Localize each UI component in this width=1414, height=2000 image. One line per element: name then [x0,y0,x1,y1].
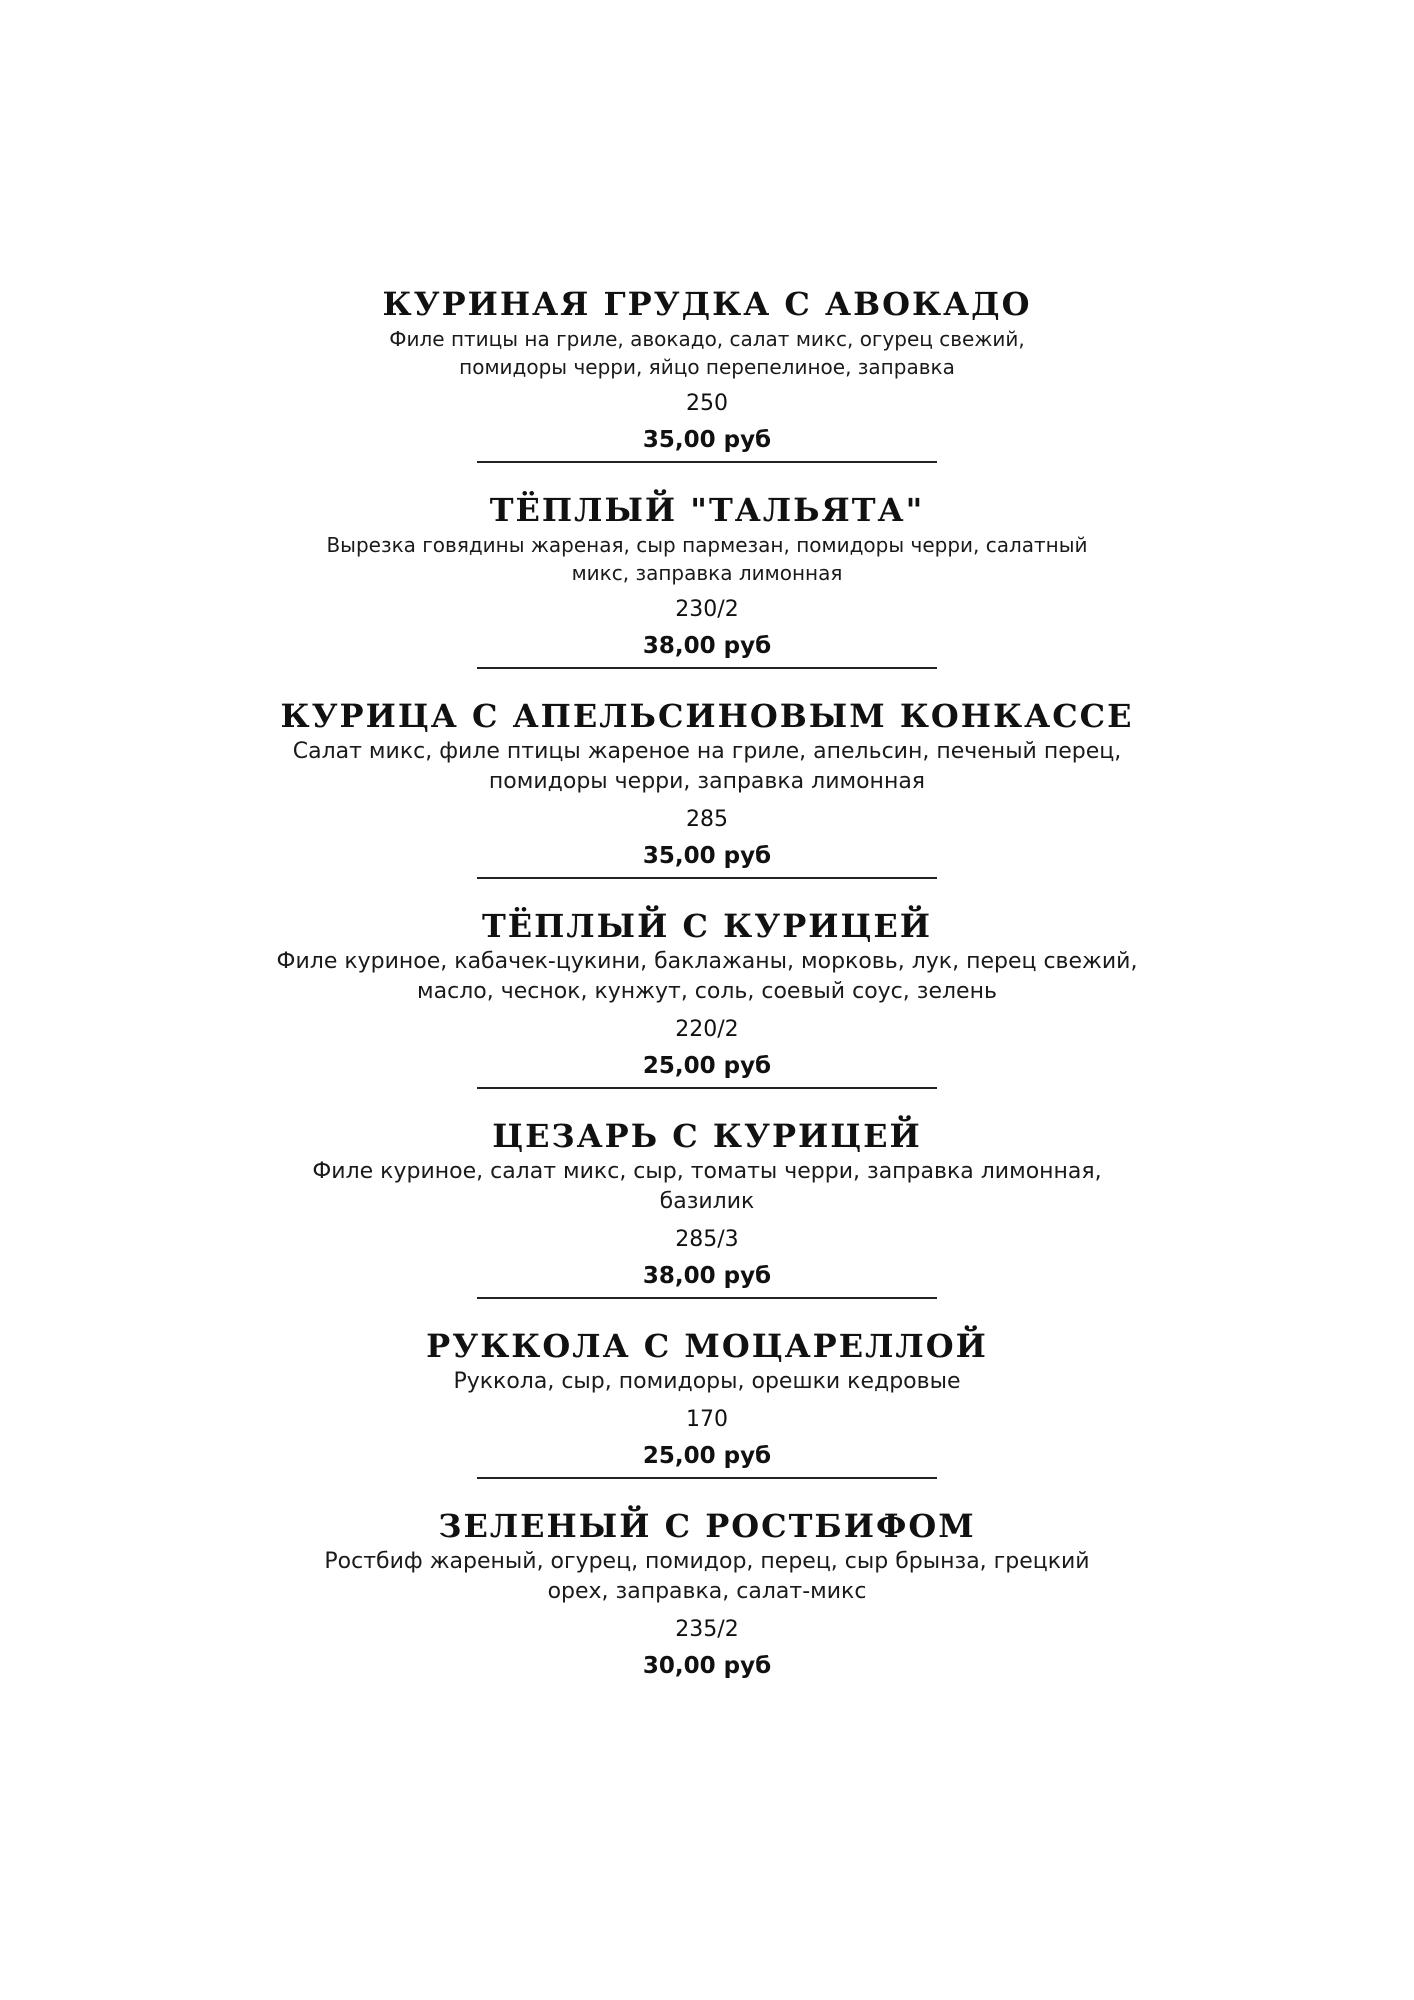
item-description [326,531,1087,587]
item-weight: 250 [685,391,728,416]
description-line: базилик [659,1189,755,1214]
item-description [277,947,1138,1007]
description-line: Филе куриное, кабачек-цукини, баклажаны, морковь, лук, перец свежий, [276,949,1138,974]
item-description [324,1547,1089,1607]
description-line: Вырезка говядины жареная, сыр пармезан, помидоры черри, салатный [326,533,1088,557]
divider [477,1087,937,1089]
menu-item [312,1115,1101,1325]
item-weight: 170 [685,1407,728,1432]
item-weight: 235/2 [675,1617,739,1642]
description-line: Филе куриное, салат микс, сыр, томаты черри, заправка лимонная, [312,1159,1102,1184]
divider [477,877,937,879]
item-weight: 220/2 [675,1017,739,1042]
item-price: 25,00 руб [642,1053,772,1079]
description-line: Ростбиф жареный, огурец, помидор, перец, сыр брынза, грецкий [324,1549,1090,1574]
item-price: 35,00 руб [642,843,772,869]
menu-item [324,1505,1089,1681]
description-line: орех, заправка, салат-микс [547,1579,867,1604]
description-line: Руккола, сыр, помидоры, орешки кедровые [453,1369,961,1394]
item-description [293,737,1122,797]
description-line: помидоры черри, заправка лимонная [488,769,926,794]
item-title: ТЁПЛЫЙ С КУРИЦЕЙ [481,907,933,945]
item-price: 30,00 руб [642,1653,772,1679]
item-price: 25,00 руб [642,1443,772,1469]
item-weight: 285/3 [675,1227,739,1252]
item-title: ЦЕЗАРЬ С КУРИЦЕЙ [492,1117,922,1155]
description-line: Филе птицы на гриле, авокадо, салат микс, огурец свежий, [389,327,1025,351]
item-price: 35,00 руб [642,427,772,453]
description-line: микс, заправка лимонная [571,561,843,585]
item-weight: 285 [685,807,728,832]
menu-item [277,905,1138,1115]
menu-item [326,489,1087,695]
divider [477,667,937,669]
item-title: КУРИНАЯ ГРУДКА С АВОКАДО [382,285,1032,323]
item-price: 38,00 руб [642,633,772,659]
item-price: 38,00 руб [642,1263,772,1289]
description-line: помидоры черри, яйцо перепелиное, заправка [459,355,955,379]
description-line: Салат микс, филе птицы жареное на гриле, апельсин, печеный перец, [292,739,1122,764]
item-title: КУРИЦА С АПЕЛЬСИНОВЫМ КОНКАССЕ [280,697,1134,735]
item-description [389,325,1024,381]
divider [477,461,937,463]
menu-item [426,1325,988,1505]
salad-menu [0,283,1414,1681]
item-weight: 230/2 [675,597,739,622]
item-description [312,1157,1101,1217]
item-title: ТЁПЛЫЙ "ТАЛЬЯТА" [489,491,925,529]
menu-item [280,695,1133,905]
item-title: РУККОЛА С МОЦАРЕЛЛОЙ [426,1327,988,1365]
item-description [453,1367,960,1397]
divider [477,1297,937,1299]
item-title: ЗЕЛЕНЫЙ С РОСТБИФОМ [438,1507,976,1545]
divider [477,1477,937,1479]
description-line: масло, чеснок, кунжут, соль, соевый соус, зелень [417,979,997,1004]
menu-item [382,283,1031,489]
